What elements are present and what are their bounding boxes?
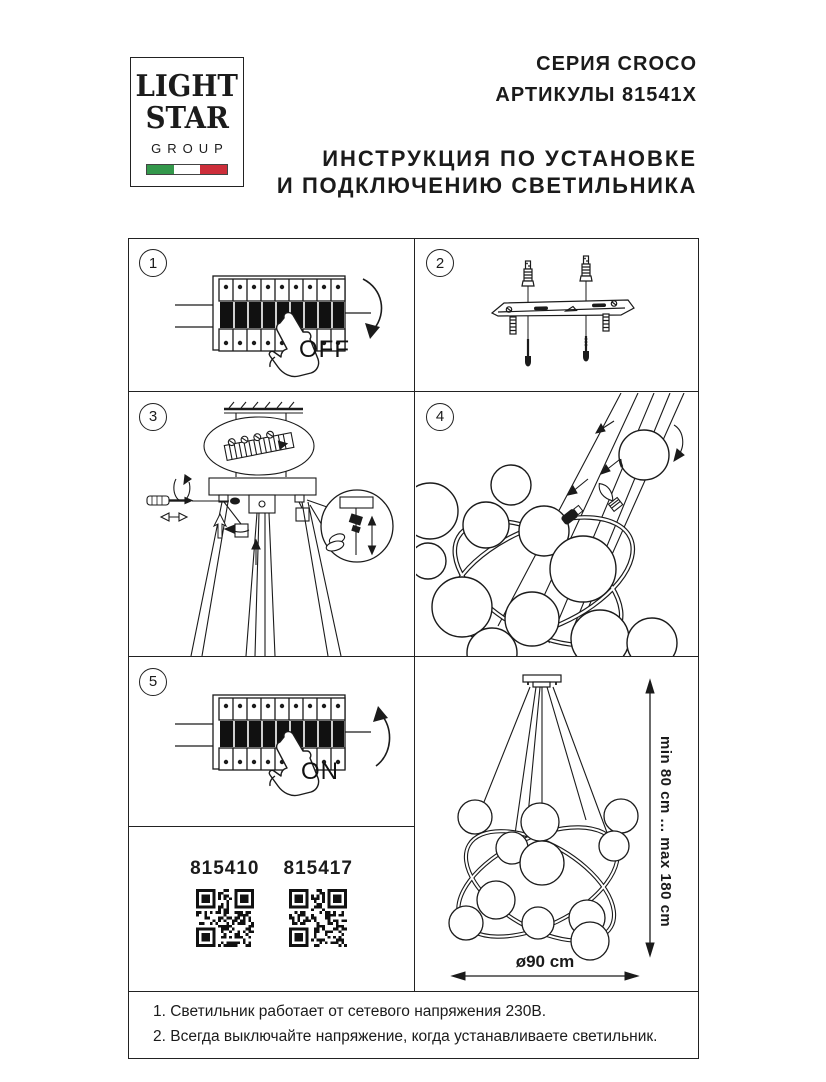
qr-code (196, 889, 254, 947)
qr-code (289, 889, 347, 947)
step-1-number: 1 (148, 254, 158, 272)
step-5-cell (129, 658, 414, 826)
final-drawing-cell (416, 658, 698, 991)
step-3-number: 3 (148, 408, 158, 426)
canopy-wiring-illustration (129, 393, 414, 656)
off-label: OFF (299, 336, 350, 363)
breaker-panel-off-illustration (129, 239, 414, 391)
italy-flag-icon (146, 164, 228, 175)
note-line-1: 1. Светильник работает от сетевого напряжения 230В. (153, 1003, 547, 1020)
step-1-cell (129, 239, 414, 391)
page-title-line1: ИНСТРУКЦИЯ ПО УСТАНОВКЕ (322, 146, 697, 171)
grid-divider-footer (129, 991, 698, 992)
header (250, 51, 697, 199)
logo-word-star: STAR (145, 101, 229, 136)
articles-title: АРТИКУЛЫ 81541X (495, 84, 697, 106)
page-title-line2: И ПОДКЛЮЧЕНИЮ СВЕТИЛЬНИКА (276, 173, 697, 198)
step-3-cell (129, 393, 414, 656)
qr-label: 815417 (283, 857, 353, 879)
chandelier-dimensions-illustration (416, 658, 698, 991)
note-line-2: 2. Всегда выключайте напряжение, когда устанавливаете светильник. (153, 1028, 658, 1045)
sphere-assembly-illustration (416, 393, 698, 656)
instructions-grid (128, 238, 699, 1059)
diameter-dimension-label: ø90 cm (515, 951, 575, 971)
qr-item-815417 (284, 858, 353, 947)
grid-divider-vertical (414, 239, 415, 991)
step-4-number: 4 (435, 408, 445, 426)
qr-cell (129, 828, 414, 991)
series-title: СЕРИЯ CROCO (536, 53, 697, 75)
qr-label: 815410 (190, 857, 260, 879)
breaker-panel-on-illustration (129, 658, 414, 826)
qr-item-815410 (190, 858, 259, 947)
mounting-bracket-illustration (416, 239, 698, 391)
step-4-cell (416, 393, 698, 656)
lightstar-logo (130, 57, 244, 187)
logo-word-light: LIGHT (135, 69, 239, 104)
step-2-number: 2 (435, 254, 445, 272)
step-5-number: 5 (148, 673, 158, 691)
step-2-cell (416, 239, 698, 391)
on-label: ON (301, 757, 339, 785)
height-dimension-label: min 80 cm ... max 180 cm (657, 735, 674, 927)
logo-word-group: GROUP (151, 141, 229, 156)
qr-row (129, 858, 414, 947)
footer-notes (153, 999, 657, 1049)
